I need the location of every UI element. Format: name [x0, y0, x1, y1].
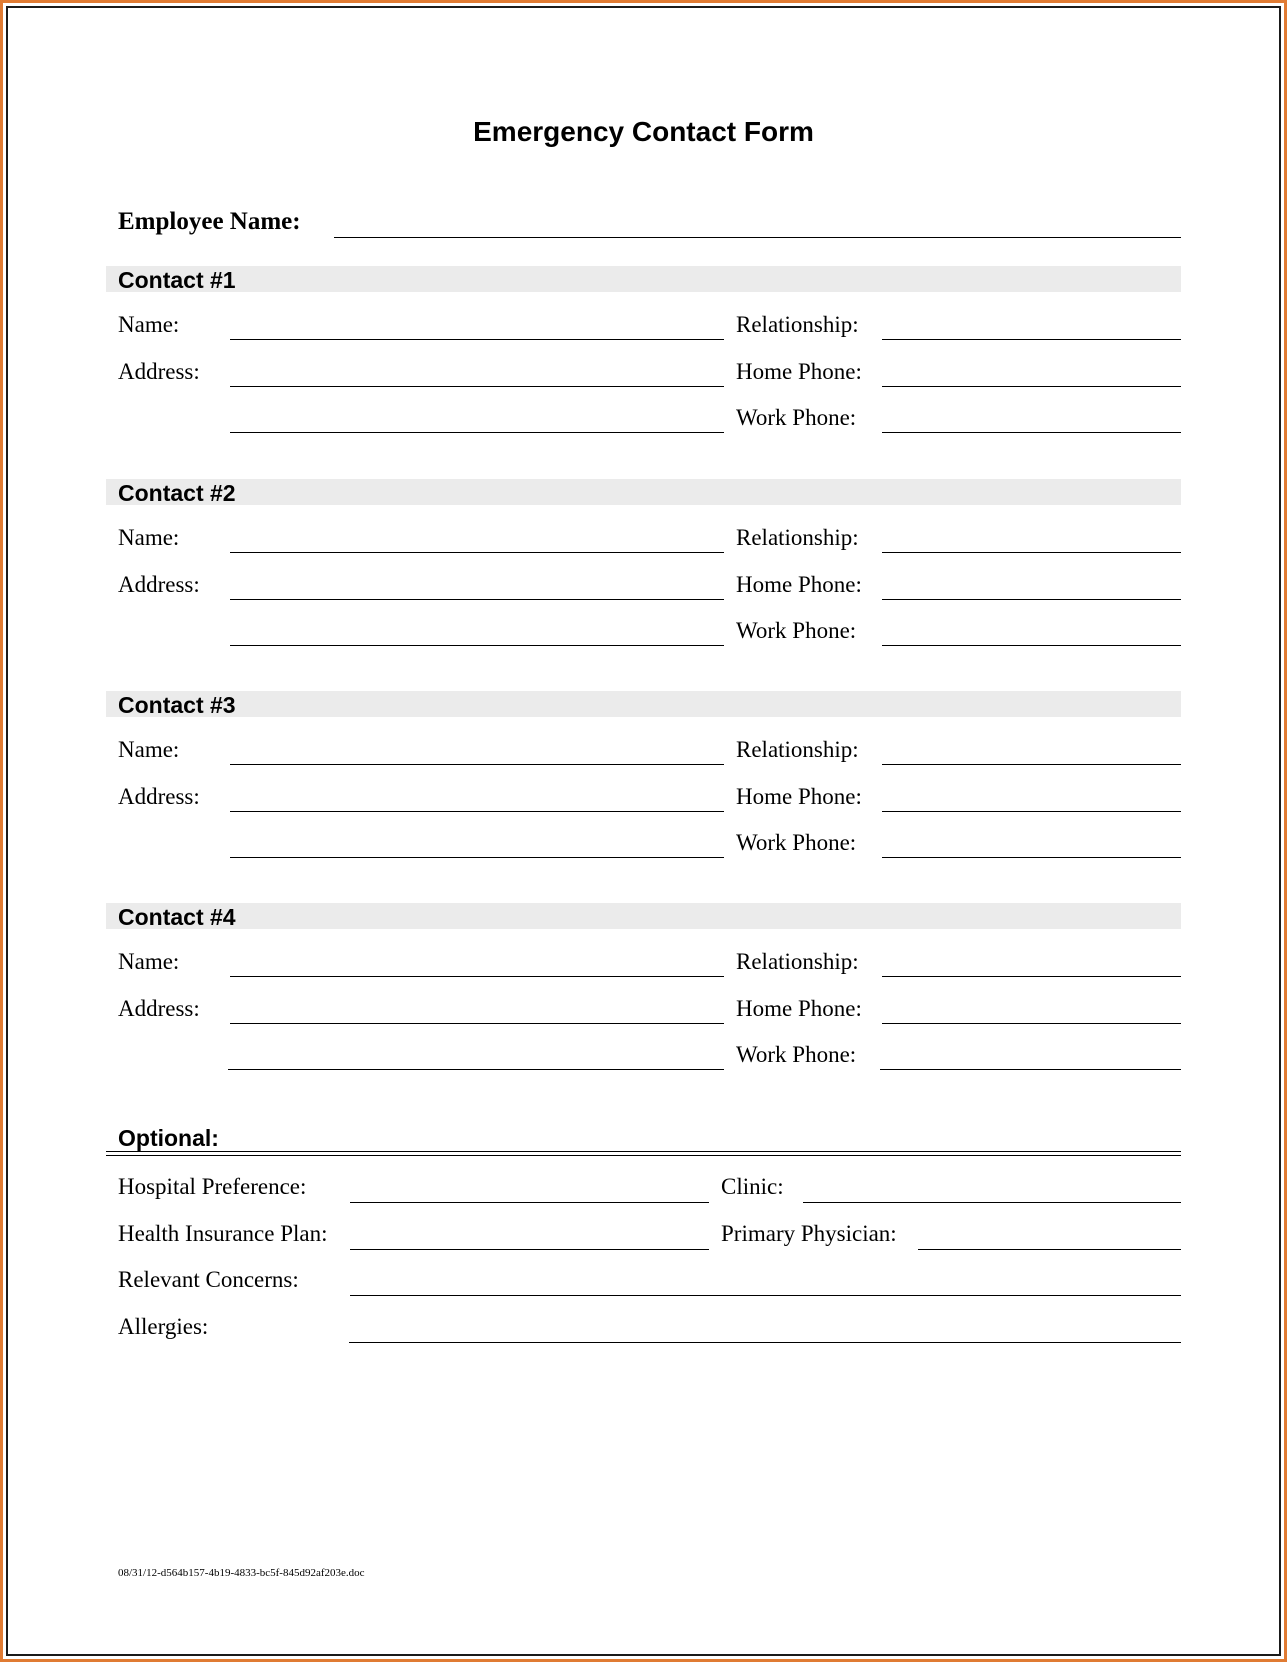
document-footer-id: 08/31/12-d564b157-4b19-4833-bc5f-845d92af203e.doc: [118, 1567, 365, 1579]
primary-physician-label: Primary Physician:: [721, 1221, 897, 1246]
hospital-preference-field[interactable]: [350, 1202, 709, 1203]
optional-divider-bottom: [106, 1155, 1181, 1156]
name-label: Name:: [118, 312, 180, 337]
name-field[interactable]: [230, 764, 724, 765]
address-label: Address:: [118, 784, 200, 809]
home-phone-field[interactable]: [882, 1023, 1181, 1024]
relationship-label: Relationship:: [736, 312, 859, 337]
address-field-line-1[interactable]: [230, 811, 724, 812]
name-label: Name:: [118, 949, 180, 974]
form-title: Emergency Contact Form: [473, 116, 814, 147]
primary-physician-field[interactable]: [918, 1249, 1181, 1250]
allergies-field[interactable]: [349, 1342, 1181, 1343]
home-phone-label: Home Phone:: [736, 572, 862, 597]
health-insurance-plan-label: Health Insurance Plan:: [118, 1221, 328, 1246]
relationship-field[interactable]: [882, 552, 1181, 553]
name-field[interactable]: [230, 339, 724, 340]
contact-header-band: [106, 479, 1181, 505]
address-field-line-1[interactable]: [230, 386, 724, 387]
contact-heading: Contact #3: [118, 692, 236, 718]
address-field-line-2[interactable]: [230, 432, 724, 433]
contact-section-4: [0, 903, 1287, 1103]
address-field-line-2[interactable]: [230, 857, 724, 858]
work-phone-label: Work Phone:: [736, 830, 857, 855]
home-phone-label: Home Phone:: [736, 784, 862, 809]
contact-header-band: [106, 903, 1181, 929]
optional-heading: Optional:: [118, 1125, 219, 1151]
contact-section-3: [0, 691, 1287, 891]
contact-heading: Contact #2: [118, 480, 236, 506]
employee-name-field[interactable]: [334, 237, 1181, 238]
home-phone-label: Home Phone:: [736, 359, 862, 384]
relationship-label: Relationship:: [736, 949, 859, 974]
address-field-line-1[interactable]: [230, 1023, 724, 1024]
home-phone-field[interactable]: [882, 386, 1181, 387]
relevant-concerns-field[interactable]: [350, 1295, 1181, 1296]
contact-header-band: [106, 691, 1181, 717]
relationship-field[interactable]: [882, 339, 1181, 340]
work-phone-field[interactable]: [882, 857, 1181, 858]
work-phone-field[interactable]: [882, 645, 1181, 646]
contact-section-1: [0, 266, 1287, 466]
clinic-field[interactable]: [803, 1202, 1181, 1203]
relationship-label: Relationship:: [736, 737, 859, 762]
name-field[interactable]: [230, 552, 724, 553]
work-phone-label: Work Phone:: [736, 618, 857, 643]
health-insurance-plan-field[interactable]: [350, 1249, 709, 1250]
home-phone-field[interactable]: [882, 599, 1181, 600]
name-label: Name:: [118, 737, 180, 762]
work-phone-label: Work Phone:: [736, 1042, 857, 1067]
contact-section-2: [0, 479, 1287, 679]
address-label: Address:: [118, 359, 200, 384]
address-field-line-2[interactable]: [228, 1069, 724, 1070]
clinic-label: Clinic:: [721, 1174, 784, 1199]
home-phone-field[interactable]: [882, 811, 1181, 812]
contact-heading: Contact #4: [118, 904, 236, 930]
contact-header-band: [106, 266, 1181, 292]
work-phone-field[interactable]: [882, 432, 1181, 433]
work-phone-label: Work Phone:: [736, 405, 857, 430]
address-field-line-1[interactable]: [230, 599, 724, 600]
address-field-line-2[interactable]: [230, 645, 724, 646]
work-phone-field[interactable]: [880, 1069, 1181, 1070]
address-label: Address:: [118, 996, 200, 1021]
relationship-field[interactable]: [882, 976, 1181, 977]
allergies-label: Allergies:: [118, 1314, 209, 1339]
relevant-concerns-label: Relevant Concerns:: [118, 1267, 299, 1292]
relationship-field[interactable]: [882, 764, 1181, 765]
home-phone-label: Home Phone:: [736, 996, 862, 1021]
hospital-preference-label: Hospital Preference:: [118, 1174, 307, 1199]
address-label: Address:: [118, 572, 200, 597]
employee-name-label: Employee Name:: [118, 208, 301, 235]
name-label: Name:: [118, 525, 180, 550]
optional-divider-top: [106, 1151, 1181, 1152]
name-field[interactable]: [230, 976, 724, 977]
relationship-label: Relationship:: [736, 525, 859, 550]
contact-heading: Contact #1: [118, 267, 236, 293]
